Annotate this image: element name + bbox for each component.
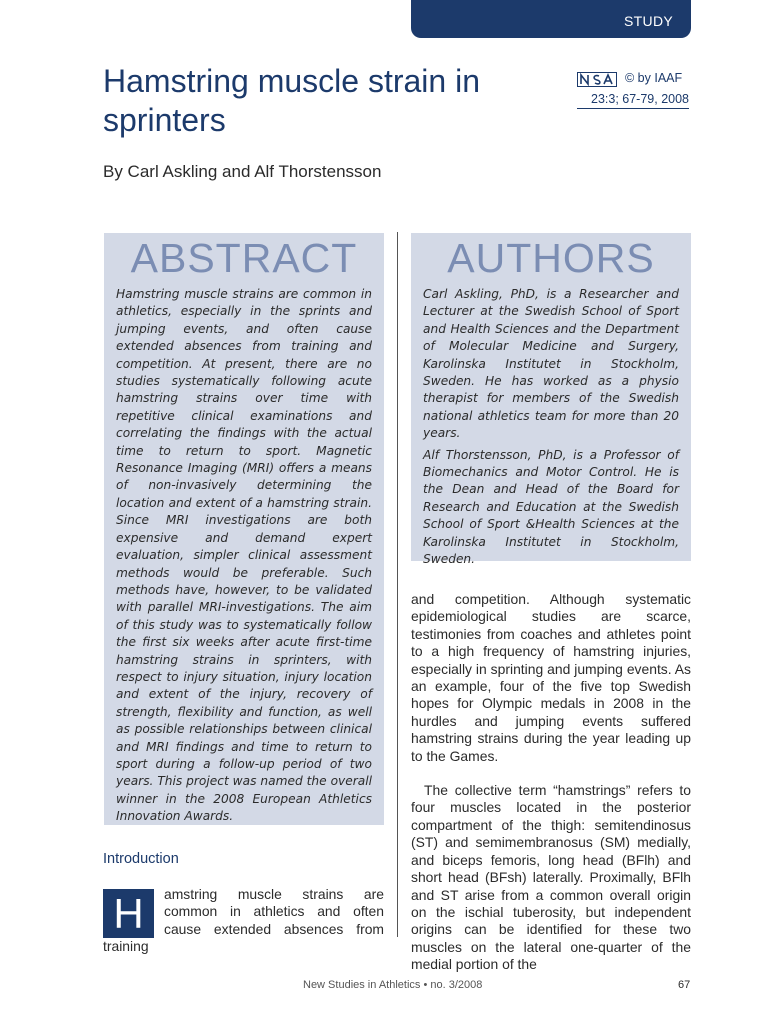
authors-heading: AUTHORS — [447, 235, 655, 281]
authors-box — [411, 233, 691, 567]
column-divider — [397, 232, 398, 937]
citation: 23:3; 67-79, 2008 — [577, 92, 689, 109]
abstract-text: Hamstring muscle strains are common in athletics, especially in the sprints and jumping events, and often cause extended absences from training and competition. At present, there are no studies systematically following acute hamstring strains over time with repetitive clinical examinations and correlating the findings with the actual time to return to sport. Magnetic Resonance Imaging (MRI) offers a means of non-invasively determining the location and extent of a hamstring strain. Since MRI investigations are both expensive and demand expert evaluation, simpler clinical assessment methods would be preferable. Such methods have, however, to be validated with parallel MRI-investigations. The aim of this study was to systematically follow the first six weeks after acute first-time hamstring strains in sprinters, with respect to injury situation, injury location and extent of the injury, recovery of strength, flexibility and function, as well as possible relationships between clinical and MRI findings and time to return to sport during a follow-up period of two years. This project was named the overall winner in the 2008 European Athletics Innovation Awards. — [116, 287, 372, 824]
publication-info — [577, 70, 689, 110]
author-bio: Alf Thorstensson, PhD, is a Professor of Biomechanics and Motor Control. He is the Dean and Head of the Board for Research and Education at the Swedish School of Sport &Health Sciences at the Karolinska Institutet in Stockholm, Sweden. — [423, 447, 679, 567]
copyright-notice: © by IAAF — [625, 71, 683, 85]
introduction-text — [103, 886, 384, 956]
drop-cap: H — [103, 889, 154, 938]
nsa-logo-icon — [577, 72, 617, 87]
page-number: 67 — [678, 979, 691, 991]
abstract-box — [104, 233, 384, 825]
author-bio: Carl Askling, PhD, is a Researcher and Lecturer at the Swedish School of Sport and Health Sciences and the Department of Molecular Medicine and Surgery, Karolinska Institutet in Stockholm, Sweden. He has worked as a physio therapist for members of the Swedish national athletics team for more than 20 years. — [423, 287, 679, 441]
article-title: Hamstring muscle strain in sprinters — [103, 63, 480, 138]
body-paragraph: and competition. Although systematic epidemiological studies are scarce, testimonies from coaches and athletes point to a high frequency of hamstring injuries, especially in sprinting and jumping events. As an example, four of the five top Swedish hopes for Olympic medals in 2008 in the hurdles and jumping events suffered hamstring strains during the year leading up to the Games. — [411, 591, 691, 764]
body-paragraph: The collective term “hamstrings” refers to four muscles located in the posterior compartment of the thigh: semitendinosus (ST) and semimembranosus (SM) medially, and biceps femoris, long head (BFlh) and short head (BFsh) laterally. Proximally, BFlh and ST arise from a common overall origin on the ischial tuberosity, but independent origins can be identified for these two muscles on the lateral one-quarter of the medial portion of the — [411, 782, 691, 973]
introduction-paragraph: amstring muscle strains are common in athletics and often cause extended absences from training — [103, 886, 384, 955]
authors-text — [411, 280, 691, 569]
article-byline: By Carl Askling and Alf Thorstensson — [103, 162, 382, 181]
introduction-heading: Introduction — [103, 851, 179, 867]
section-tab — [411, 0, 691, 38]
body-column-right — [411, 591, 691, 974]
section-tab-label: STUDY — [624, 13, 673, 29]
footer-journal: New Studies in Athletics • no. 3/2008 — [303, 979, 483, 991]
abstract-heading: ABSTRACT — [130, 235, 358, 281]
